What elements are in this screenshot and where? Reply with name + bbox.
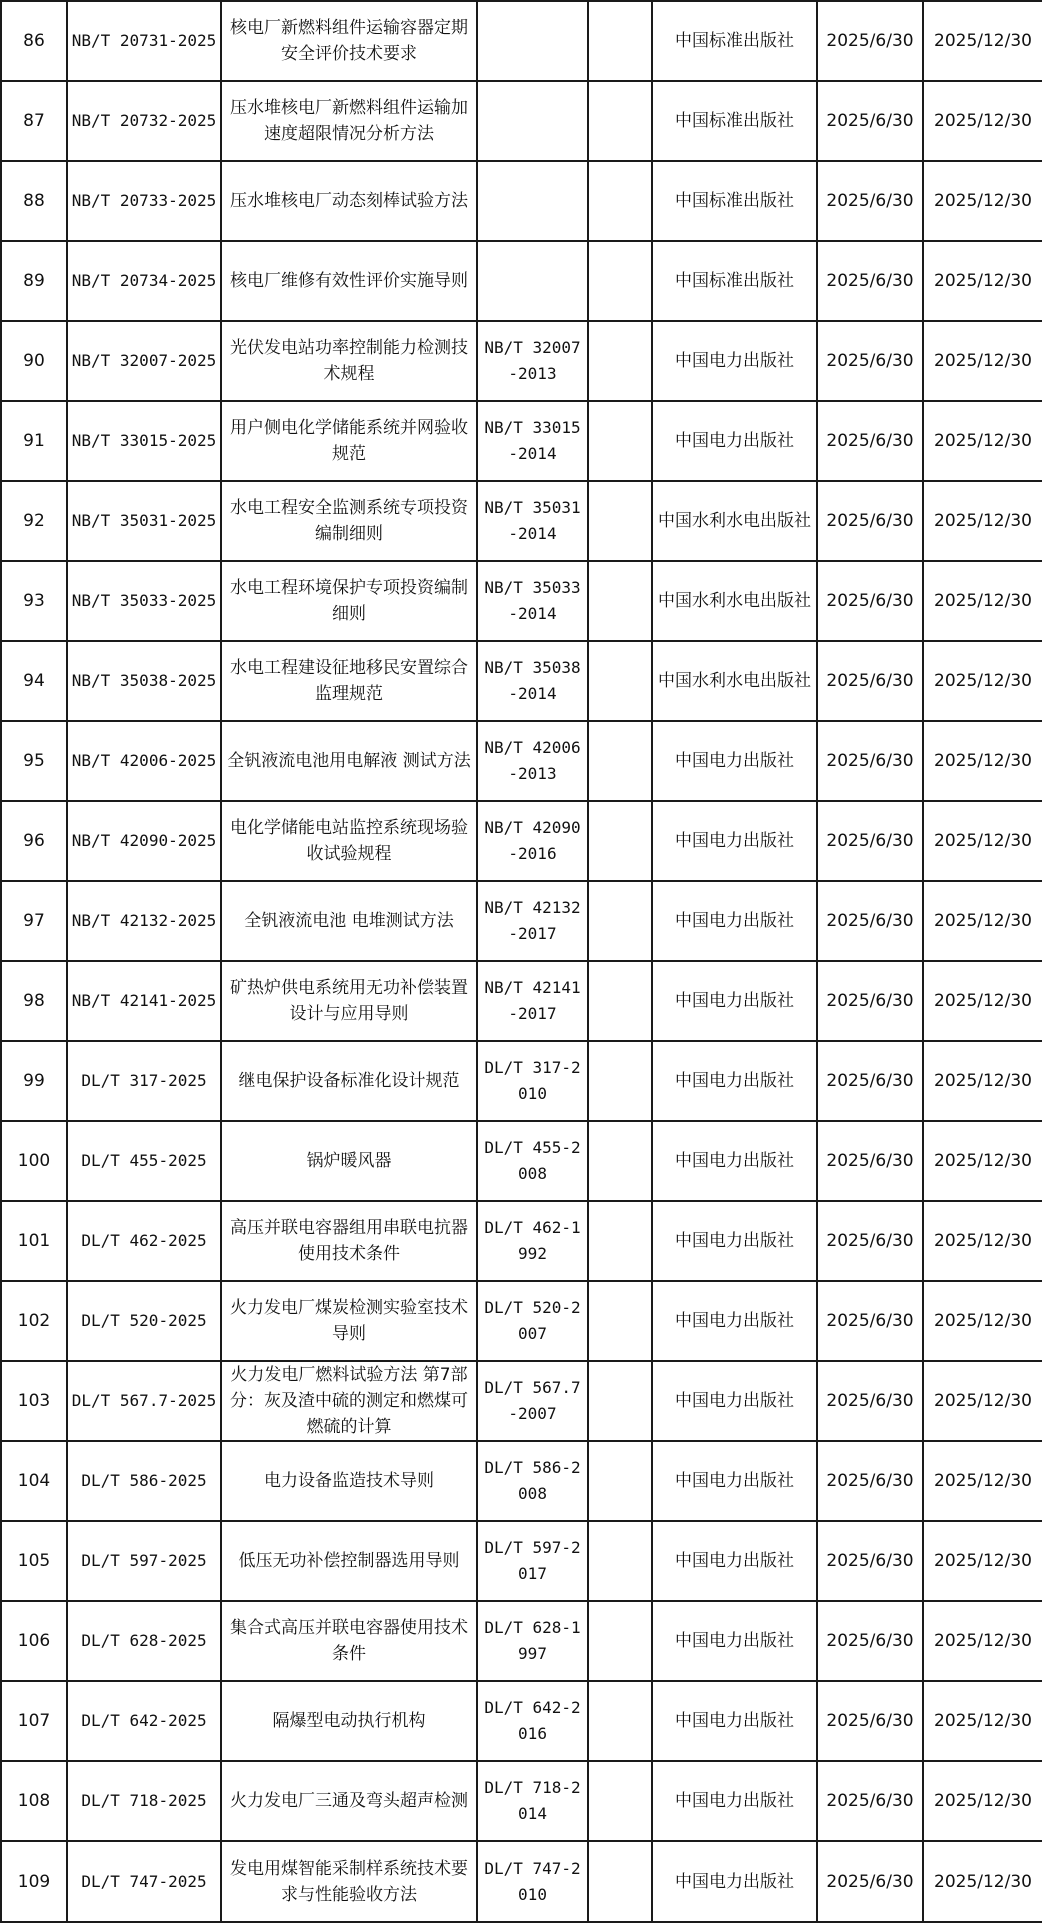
adopted-standard-cell: [588, 161, 652, 241]
standard-name-cell: 火力发电厂煤炭检测实验室技术导则: [221, 1281, 477, 1361]
table-row: [1, 721, 1042, 801]
release-date-cell: 2025/6/30: [817, 1201, 923, 1281]
replaced-standard-cell: DL/T 567.7-2007: [477, 1361, 588, 1441]
publisher-cell: 中国电力出版社: [652, 1281, 817, 1361]
row-number-cell: 90: [1, 321, 67, 401]
standard-name-cell: 压水堆核电厂动态刻棒试验方法: [221, 161, 477, 241]
replaced-standard-cell: NB/T 32007-2013: [477, 321, 588, 401]
standard-code-cell: DL/T 462-2025: [67, 1201, 221, 1281]
replaced-standard-cell: DL/T 642-2016: [477, 1681, 588, 1761]
release-date-cell: 2025/6/30: [817, 1361, 923, 1441]
adopted-standard-cell: [588, 241, 652, 321]
replaced-standard-cell: DL/T 455-2008: [477, 1121, 588, 1201]
standard-code-cell: NB/T 42090-2025: [67, 801, 221, 881]
standard-name-cell: 继电保护设备标准化设计规范: [221, 1041, 477, 1121]
replaced-standard-cell: DL/T 317-2010: [477, 1041, 588, 1121]
adopted-standard-cell: [588, 561, 652, 641]
row-number-cell: 104: [1, 1441, 67, 1521]
implementation-date-cell: 2025/12/30: [923, 561, 1042, 641]
row-number-cell: 87: [1, 81, 67, 161]
implementation-date-cell: 2025/12/30: [923, 1041, 1042, 1121]
table-row: [1, 1521, 1042, 1601]
standard-code-cell: NB/T 20734-2025: [67, 241, 221, 321]
release-date-cell: 2025/6/30: [817, 1441, 923, 1521]
standard-name-cell: 用户侧电化学储能系统并网验收规范: [221, 401, 477, 481]
replaced-standard-cell: [477, 81, 588, 161]
row-number-cell: 88: [1, 161, 67, 241]
implementation-date-cell: 2025/12/30: [923, 1681, 1042, 1761]
release-date-cell: 2025/6/30: [817, 1041, 923, 1121]
standard-name-cell: 水电工程环境保护专项投资编制细则: [221, 561, 477, 641]
adopted-standard-cell: [588, 321, 652, 401]
standard-code-cell: NB/T 42141-2025: [67, 961, 221, 1041]
release-date-cell: 2025/6/30: [817, 1121, 923, 1201]
table-row: [1, 1, 1042, 81]
standard-code-cell: DL/T 520-2025: [67, 1281, 221, 1361]
table-row: [1, 1201, 1042, 1281]
publisher-cell: 中国电力出版社: [652, 1121, 817, 1201]
publisher-cell: 中国电力出版社: [652, 401, 817, 481]
row-number-cell: 92: [1, 481, 67, 561]
replaced-standard-cell: [477, 1, 588, 81]
publisher-cell: 中国水利水电出版社: [652, 641, 817, 721]
standard-name-cell: 全钒液流电池用电解液 测试方法: [221, 721, 477, 801]
standard-code-cell: NB/T 33015-2025: [67, 401, 221, 481]
adopted-standard-cell: [588, 81, 652, 161]
release-date-cell: 2025/6/30: [817, 1681, 923, 1761]
implementation-date-cell: 2025/12/30: [923, 1761, 1042, 1841]
adopted-standard-cell: [588, 481, 652, 561]
standard-name-cell: 电化学储能电站监控系统现场验收试验规程: [221, 801, 477, 881]
publisher-cell: 中国电力出版社: [652, 1201, 817, 1281]
table-body: [1, 1, 1042, 1922]
publisher-cell: 中国标准出版社: [652, 1, 817, 81]
row-number-cell: 105: [1, 1521, 67, 1601]
standard-name-cell: 电力设备监造技术导则: [221, 1441, 477, 1521]
table-row: [1, 241, 1042, 321]
replaced-standard-cell: NB/T 35033-2014: [477, 561, 588, 641]
standard-name-cell: 矿热炉供电系统用无功补偿装置设计与应用导则: [221, 961, 477, 1041]
row-number-cell: 109: [1, 1841, 67, 1922]
table-row: [1, 81, 1042, 161]
adopted-standard-cell: [588, 1361, 652, 1441]
standard-name-cell: 集合式高压并联电容器使用技术条件: [221, 1601, 477, 1681]
release-date-cell: 2025/6/30: [817, 1281, 923, 1361]
release-date-cell: 2025/6/30: [817, 1841, 923, 1922]
table-row: [1, 161, 1042, 241]
table-row: [1, 1121, 1042, 1201]
table-row: [1, 481, 1042, 561]
implementation-date-cell: 2025/12/30: [923, 721, 1042, 801]
replaced-standard-cell: NB/T 33015-2014: [477, 401, 588, 481]
implementation-date-cell: 2025/12/30: [923, 961, 1042, 1041]
standard-code-cell: DL/T 597-2025: [67, 1521, 221, 1601]
standard-name-cell: 光伏发电站功率控制能力检测技术规程: [221, 321, 477, 401]
implementation-date-cell: 2025/12/30: [923, 801, 1042, 881]
implementation-date-cell: 2025/12/30: [923, 881, 1042, 961]
publisher-cell: 中国电力出版社: [652, 321, 817, 401]
table-row: [1, 1841, 1042, 1922]
release-date-cell: 2025/6/30: [817, 241, 923, 321]
row-number-cell: 86: [1, 1, 67, 81]
standard-name-cell: 水电工程建设征地移民安置综合监理规范: [221, 641, 477, 721]
replaced-standard-cell: DL/T 718-2014: [477, 1761, 588, 1841]
standard-code-cell: DL/T 455-2025: [67, 1121, 221, 1201]
release-date-cell: 2025/6/30: [817, 1601, 923, 1681]
table-row: [1, 1681, 1042, 1761]
publisher-cell: 中国电力出版社: [652, 1441, 817, 1521]
standard-name-cell: 火力发电厂三通及弯头超声检测: [221, 1761, 477, 1841]
row-number-cell: 102: [1, 1281, 67, 1361]
implementation-date-cell: 2025/12/30: [923, 321, 1042, 401]
publisher-cell: 中国电力出版社: [652, 1521, 817, 1601]
standard-name-cell: 核电厂新燃料组件运输容器定期安全评价技术要求: [221, 1, 477, 81]
standard-code-cell: NB/T 20732-2025: [67, 81, 221, 161]
publisher-cell: 中国电力出版社: [652, 961, 817, 1041]
standard-name-cell: 火力发电厂燃料试验方法 第7部分：灰及渣中硫的测定和燃煤可燃硫的计算: [221, 1361, 477, 1441]
row-number-cell: 94: [1, 641, 67, 721]
adopted-standard-cell: [588, 1521, 652, 1601]
standard-code-cell: NB/T 20731-2025: [67, 1, 221, 81]
adopted-standard-cell: [588, 1681, 652, 1761]
publisher-cell: 中国电力出版社: [652, 1841, 817, 1922]
standard-code-cell: NB/T 35038-2025: [67, 641, 221, 721]
standard-name-cell: 发电用煤智能采制样系统技术要求与性能验收方法: [221, 1841, 477, 1922]
replaced-standard-cell: NB/T 35031-2014: [477, 481, 588, 561]
release-date-cell: 2025/6/30: [817, 1761, 923, 1841]
replaced-standard-cell: [477, 241, 588, 321]
row-number-cell: 103: [1, 1361, 67, 1441]
row-number-cell: 101: [1, 1201, 67, 1281]
standard-code-cell: NB/T 32007-2025: [67, 321, 221, 401]
table-row: [1, 561, 1042, 641]
publisher-cell: 中国标准出版社: [652, 81, 817, 161]
publisher-cell: 中国水利水电出版社: [652, 481, 817, 561]
standard-code-cell: DL/T 586-2025: [67, 1441, 221, 1521]
replaced-standard-cell: NB/T 35038-2014: [477, 641, 588, 721]
implementation-date-cell: 2025/12/30: [923, 81, 1042, 161]
standard-code-cell: DL/T 642-2025: [67, 1681, 221, 1761]
table-row: [1, 401, 1042, 481]
adopted-standard-cell: [588, 1, 652, 81]
implementation-date-cell: 2025/12/30: [923, 1, 1042, 81]
row-number-cell: 100: [1, 1121, 67, 1201]
adopted-standard-cell: [588, 961, 652, 1041]
adopted-standard-cell: [588, 1041, 652, 1121]
release-date-cell: 2025/6/30: [817, 481, 923, 561]
release-date-cell: 2025/6/30: [817, 321, 923, 401]
adopted-standard-cell: [588, 641, 652, 721]
release-date-cell: 2025/6/30: [817, 881, 923, 961]
implementation-date-cell: 2025/12/30: [923, 481, 1042, 561]
replaced-standard-cell: DL/T 586-2008: [477, 1441, 588, 1521]
table-row: [1, 1361, 1042, 1441]
standard-name-cell: 锅炉暖风器: [221, 1121, 477, 1201]
replaced-standard-cell: NB/T 42141-2017: [477, 961, 588, 1041]
release-date-cell: 2025/6/30: [817, 641, 923, 721]
release-date-cell: 2025/6/30: [817, 801, 923, 881]
implementation-date-cell: 2025/12/30: [923, 1521, 1042, 1601]
publisher-cell: 中国电力出版社: [652, 721, 817, 801]
implementation-date-cell: 2025/12/30: [923, 1601, 1042, 1681]
row-number-cell: 96: [1, 801, 67, 881]
implementation-date-cell: 2025/12/30: [923, 1841, 1042, 1922]
implementation-date-cell: 2025/12/30: [923, 401, 1042, 481]
implementation-date-cell: 2025/12/30: [923, 641, 1042, 721]
publisher-cell: 中国电力出版社: [652, 881, 817, 961]
implementation-date-cell: 2025/12/30: [923, 1281, 1042, 1361]
adopted-standard-cell: [588, 1281, 652, 1361]
standard-name-cell: 核电厂维修有效性评价实施导则: [221, 241, 477, 321]
release-date-cell: 2025/6/30: [817, 161, 923, 241]
standard-code-cell: DL/T 628-2025: [67, 1601, 221, 1681]
standard-code-cell: NB/T 42006-2025: [67, 721, 221, 801]
standard-code-cell: NB/T 20733-2025: [67, 161, 221, 241]
table-row: [1, 1281, 1042, 1361]
row-number-cell: 107: [1, 1681, 67, 1761]
publisher-cell: 中国电力出版社: [652, 1601, 817, 1681]
row-number-cell: 91: [1, 401, 67, 481]
row-number-cell: 97: [1, 881, 67, 961]
release-date-cell: 2025/6/30: [817, 721, 923, 801]
table-row: [1, 881, 1042, 961]
row-number-cell: 106: [1, 1601, 67, 1681]
standard-name-cell: 低压无功补偿控制器选用导则: [221, 1521, 477, 1601]
standard-name-cell: 高压并联电容器组用串联电抗器使用技术条件: [221, 1201, 477, 1281]
row-number-cell: 89: [1, 241, 67, 321]
adopted-standard-cell: [588, 1121, 652, 1201]
release-date-cell: 2025/6/30: [817, 81, 923, 161]
replaced-standard-cell: DL/T 462-1992: [477, 1201, 588, 1281]
publisher-cell: 中国电力出版社: [652, 801, 817, 881]
adopted-standard-cell: [588, 401, 652, 481]
implementation-date-cell: 2025/12/30: [923, 241, 1042, 321]
replaced-standard-cell: NB/T 42132-2017: [477, 881, 588, 961]
adopted-standard-cell: [588, 1201, 652, 1281]
table-row: [1, 321, 1042, 401]
adopted-standard-cell: [588, 881, 652, 961]
table-row: [1, 1601, 1042, 1681]
standard-code-cell: DL/T 317-2025: [67, 1041, 221, 1121]
table-row: [1, 641, 1042, 721]
replaced-standard-cell: DL/T 628-1997: [477, 1601, 588, 1681]
replaced-standard-cell: DL/T 747-2010: [477, 1841, 588, 1922]
row-number-cell: 93: [1, 561, 67, 641]
adopted-standard-cell: [588, 801, 652, 881]
standard-name-cell: 水电工程安全监测系统专项投资编制细则: [221, 481, 477, 561]
release-date-cell: 2025/6/30: [817, 1521, 923, 1601]
table-row: [1, 1041, 1042, 1121]
standard-code-cell: NB/T 42132-2025: [67, 881, 221, 961]
standard-name-cell: 隔爆型电动执行机构: [221, 1681, 477, 1761]
implementation-date-cell: 2025/12/30: [923, 1201, 1042, 1281]
row-number-cell: 99: [1, 1041, 67, 1121]
replaced-standard-cell: NB/T 42006-2013: [477, 721, 588, 801]
publisher-cell: 中国标准出版社: [652, 241, 817, 321]
adopted-standard-cell: [588, 1761, 652, 1841]
standard-name-cell: 全钒液流电池 电堆测试方法: [221, 881, 477, 961]
release-date-cell: 2025/6/30: [817, 561, 923, 641]
replaced-standard-cell: DL/T 597-2017: [477, 1521, 588, 1601]
implementation-date-cell: 2025/12/30: [923, 1441, 1042, 1521]
standard-code-cell: NB/T 35033-2025: [67, 561, 221, 641]
replaced-standard-cell: [477, 161, 588, 241]
publisher-cell: 中国电力出版社: [652, 1761, 817, 1841]
publisher-cell: 中国标准出版社: [652, 161, 817, 241]
adopted-standard-cell: [588, 1841, 652, 1922]
standard-code-cell: DL/T 718-2025: [67, 1761, 221, 1841]
row-number-cell: 95: [1, 721, 67, 801]
publisher-cell: 中国电力出版社: [652, 1361, 817, 1441]
row-number-cell: 98: [1, 961, 67, 1041]
row-number-cell: 108: [1, 1761, 67, 1841]
adopted-standard-cell: [588, 721, 652, 801]
release-date-cell: 2025/6/30: [817, 401, 923, 481]
implementation-date-cell: 2025/12/30: [923, 1121, 1042, 1201]
table-row: [1, 1441, 1042, 1521]
publisher-cell: 中国电力出版社: [652, 1681, 817, 1761]
table-row: [1, 961, 1042, 1041]
implementation-date-cell: 2025/12/30: [923, 1361, 1042, 1441]
release-date-cell: 2025/6/30: [817, 961, 923, 1041]
publisher-cell: 中国水利水电出版社: [652, 561, 817, 641]
replaced-standard-cell: NB/T 42090-2016: [477, 801, 588, 881]
publisher-cell: 中国电力出版社: [652, 1041, 817, 1121]
table-row: [1, 1761, 1042, 1841]
release-date-cell: 2025/6/30: [817, 1, 923, 81]
standard-name-cell: 压水堆核电厂新燃料组件运输加速度超限情况分析方法: [221, 81, 477, 161]
table-row: [1, 801, 1042, 881]
adopted-standard-cell: [588, 1441, 652, 1521]
standard-code-cell: DL/T 567.7-2025: [67, 1361, 221, 1441]
standard-code-cell: DL/T 747-2025: [67, 1841, 221, 1922]
replaced-standard-cell: DL/T 520-2007: [477, 1281, 588, 1361]
adopted-standard-cell: [588, 1601, 652, 1681]
implementation-date-cell: 2025/12/30: [923, 161, 1042, 241]
standard-code-cell: NB/T 35031-2025: [67, 481, 221, 561]
